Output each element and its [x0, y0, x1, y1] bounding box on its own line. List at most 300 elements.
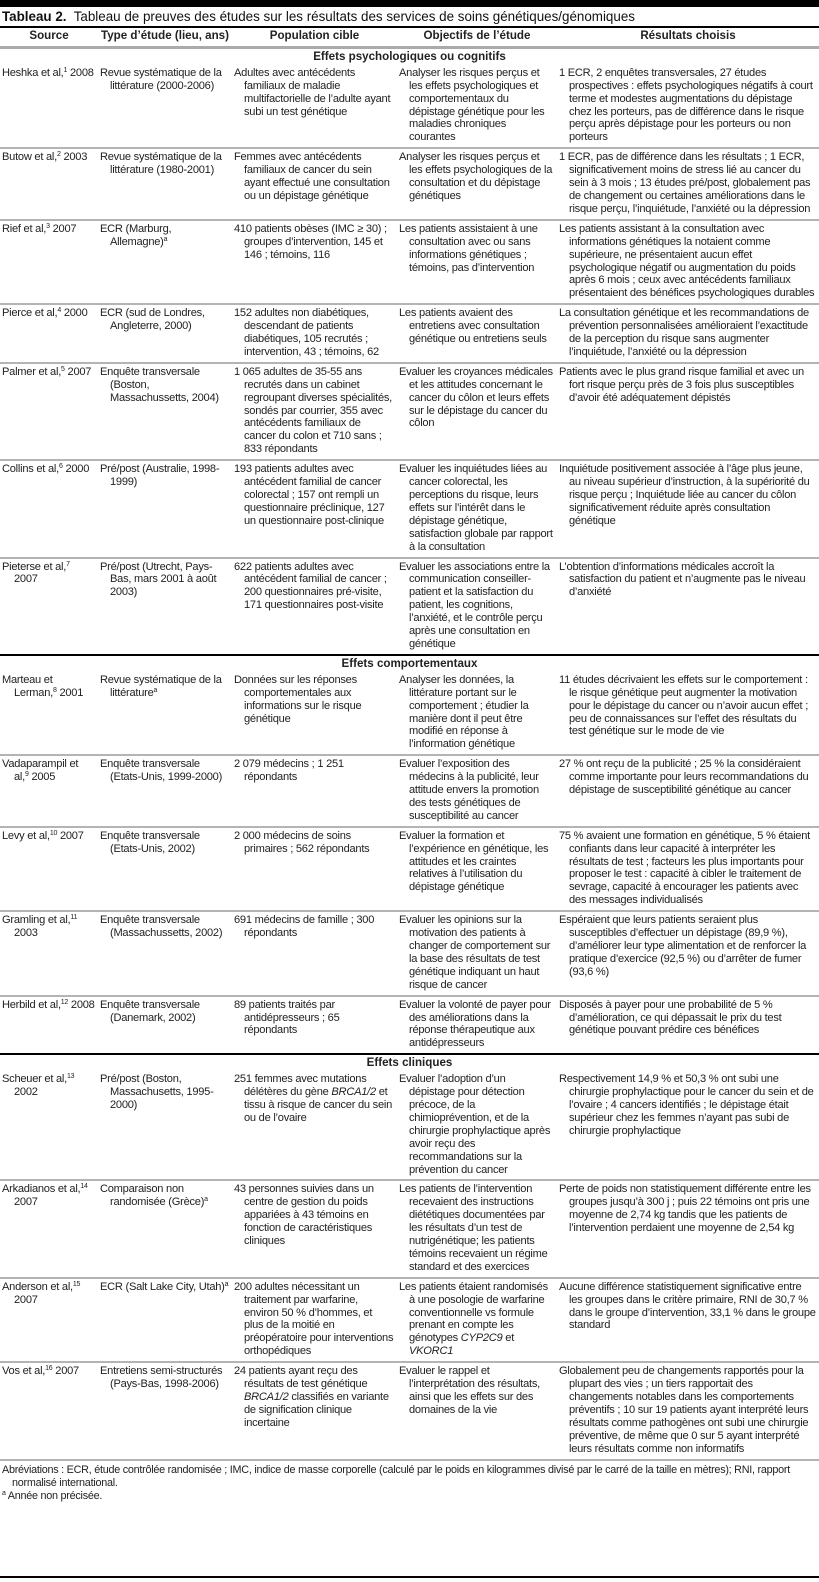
table-row	[0, 996, 819, 1055]
cell-study-type	[98, 911, 232, 995]
source-year: 2007	[67, 365, 92, 378]
study-type-text: Enquête transversale (Etats-Unis, 2002)	[100, 829, 200, 855]
results-text: 27 % ont reçu de la publicité ; 25 % la considéraient comme importante pour leurs recommandations du dépistage de susceptibilité génétique au cancer	[559, 758, 809, 797]
reference-number: 10	[49, 829, 58, 837]
cell-study-type	[98, 558, 232, 655]
cell-study-type	[98, 672, 232, 755]
cell-results	[557, 1278, 819, 1362]
study-type	[100, 151, 229, 177]
population-text	[234, 999, 394, 1038]
objectives-part: Evaluer l’exposition des médecins à la publicité, leur attitude envers la promotion des tests génétiques de susceptibilité au cancer	[399, 758, 539, 822]
objectives-text	[399, 1073, 554, 1176]
cell-objectives	[397, 304, 557, 363]
column-header-type: Type d’étude (lieu, ans)	[98, 27, 232, 47]
cell-results	[557, 148, 819, 220]
population-text	[234, 151, 394, 203]
results-text: Globalement peu de changements rapportés pour la plupart des vies ; un tiers rapportait des changements notables dans les comportements préventifs ; 10 sur 19 patients ayant interprété leurs résultats comme pathogènes ont subi une chirurgie préventive, de même que 0 sur 5 ayant interprété leurs résultats comme non informatifs	[559, 1365, 809, 1455]
table-row	[0, 304, 819, 363]
cell-study-type	[98, 996, 232, 1055]
cell-population	[232, 558, 397, 655]
reference-number: 14	[80, 1183, 88, 1191]
objectives-part: Evaluer la volonté de payer pour des améliorations dans la réponse thérapeutique aux antidépresseurs	[399, 998, 551, 1050]
reference-number: 8	[52, 686, 57, 694]
population-part: 691 médecins de famille ; 300 répondants	[234, 914, 375, 940]
study-type-text: Enquête transversale (Boston, Massachussetts, 2004)	[100, 365, 219, 404]
source-authors: Vos et al,	[2, 1365, 46, 1378]
study-type	[100, 463, 229, 489]
cell-study-type	[98, 363, 232, 460]
study-type-text: Enquête transversale (Etats-Unis, 1999-2000)	[100, 758, 223, 784]
population-part: Adultes avec antécédents familiaux de maladie multifactorielle de l’adulte ayant subi un test génétique	[234, 66, 391, 118]
study-type	[100, 561, 229, 600]
cell-study-type	[98, 460, 232, 557]
objectives-text	[399, 758, 554, 823]
source-authors: Vadaparampil et al,	[2, 758, 79, 784]
cell-population	[232, 672, 397, 755]
cell-population	[232, 827, 397, 911]
study-type-text: Enquête transversale (Danemark, 2002)	[100, 998, 200, 1024]
study-type	[100, 1365, 229, 1391]
year-note	[2, 1490, 817, 1503]
cell-source	[0, 148, 98, 220]
cell-source	[0, 460, 98, 557]
objectives-part: Evaluer les associations entre la communication conseiller-patient et la satisfaction du patient, les cognitions, l’anxiété, et le contrôle perçu après une consultation en génétique	[399, 560, 550, 650]
cell-source	[0, 558, 98, 655]
cell-study-type	[98, 304, 232, 363]
results-text: Perte de poids non statistiquement différente entre les groupes jusqu’à 300 j ; puis 22 témoins ont pris une moyenne de 2,74 kg tandis que les patients de l’intervention perdaient une moyenne de 2,54 kg	[559, 1183, 811, 1235]
cell-population	[232, 220, 397, 304]
cell-source	[0, 304, 98, 363]
population-part: 2 079 médecins ; 1 251 répondants	[234, 758, 344, 784]
study-type-text: ECR (sud de Londres, Angleterre, 2000)	[100, 307, 205, 333]
cell-population	[232, 996, 397, 1055]
cell-population	[232, 65, 397, 148]
table-row	[0, 363, 819, 460]
top-rule	[0, 0, 819, 7]
objectives-part: Analyser les risques perçus et les effets psychologiques et comportementaux du dépistage génétique pour les maladies chroniques courantes	[399, 66, 545, 144]
cell-objectives	[397, 755, 557, 827]
results-text: Respectivement 14,9 % et 50,3 % ont subi une chirurgie prophylactique pour le cancer du sein et de l’ovaire ; 4 cancers identifiés ; le dépistage était supérieur chez les femmes n’ayant pas subi de chirurgie prophylactique	[559, 1073, 814, 1137]
table-row	[0, 1071, 819, 1180]
population-text	[234, 223, 394, 262]
cell-source	[0, 996, 98, 1055]
reference-number: 9	[24, 771, 29, 779]
evidence-table	[0, 26, 819, 1461]
source-authors: Scheuer et al,	[2, 1073, 67, 1086]
source-year: 2007	[14, 1293, 38, 1306]
reference-number: 3	[46, 222, 50, 230]
cell-population	[232, 304, 397, 363]
footnotes	[2, 1464, 817, 1503]
population-part: 200 adultes nécessitant un traitement par warfarine, environ 50 % d’hommes, et plus de la moitié en préopératoire pour interventions orthopédiques	[234, 1280, 394, 1358]
study-type-text: Pré/post (Australie, 1998-1999)	[100, 463, 220, 489]
results-text: Les patients assistant à la consultation avec informations génétiques la notaient comme supérieure, ne présentaient aucun effet psychologique négatif ou augmentation du poids après 6 mois ; ceux avec antécédents familiaux présentaient des bénéfices psychologiques durables	[559, 222, 815, 300]
cell-study-type	[98, 755, 232, 827]
table-row	[0, 827, 819, 911]
population-text	[234, 1365, 394, 1430]
objectives-text	[399, 366, 554, 431]
study-type	[100, 674, 229, 700]
source-citation	[2, 830, 95, 843]
column-header-population: Population cible	[232, 27, 397, 47]
objectives-text	[399, 67, 554, 144]
source-year: 2008	[70, 998, 95, 1011]
reference-number: 5	[61, 365, 65, 373]
section-heading: Effets cliniques	[366, 1056, 453, 1070]
source-citation	[2, 1183, 95, 1209]
cell-population	[232, 1278, 397, 1362]
table-row	[0, 672, 819, 755]
source-year: 2005	[31, 771, 56, 784]
note-marker: a	[2, 1490, 6, 1497]
footnote-marker: a	[163, 235, 168, 243]
cell-population	[232, 363, 397, 460]
section-row	[0, 47, 819, 64]
study-type-text: ECR (Marburg, Allemagne)	[100, 222, 172, 248]
table-title	[2, 8, 635, 26]
source-authors: Anderson et al,	[2, 1280, 73, 1293]
source-citation	[2, 307, 95, 320]
study-type-text: Revue systématique de la littérature (1980-2001)	[100, 151, 222, 177]
table-body	[0, 47, 819, 1459]
population-text	[234, 1073, 394, 1125]
gene-name: BRCA1/2	[331, 1086, 376, 1099]
results-text: La consultation génétique et les recommandations de prévention personnalisées amélioraient l’exactitude de la perception du risque sans augmenter l’inquiétude, l’anxiété ou la dépression	[559, 307, 809, 358]
cell-objectives	[397, 1362, 557, 1459]
population-part: Données sur les réponses comportementales aux informations sur le risque génétique	[234, 673, 362, 725]
results-text: 75 % avaient une formation en génétique, 5 % étaient confiants dans leur capacité à interpréter les résultats de test ; facteurs les plus importants pour proposer le test : capacité à cibler le traitement de sevrage, capacité à encourager les patients avec des messages individualisés	[559, 829, 810, 907]
reference-number: 12	[60, 998, 69, 1006]
note-text: Année non précisée.	[5, 1490, 103, 1502]
population-part: 24 patients ayant reçu des résultats de test génétique	[234, 1365, 368, 1391]
cell-study-type	[98, 1278, 232, 1362]
cell-source	[0, 755, 98, 827]
bottom-rule	[0, 1576, 819, 1578]
source-citation	[2, 1281, 95, 1307]
population-part: 410 patients obèses (IMC ≥ 30) ; groupes d’intervention, 145 et 146 ; témoins, 116	[234, 222, 387, 261]
study-type	[100, 366, 229, 405]
population-text	[234, 1183, 394, 1248]
cell-study-type	[98, 220, 232, 304]
cell-results	[557, 363, 819, 460]
source-year: 2000	[63, 307, 88, 320]
cell-results	[557, 755, 819, 827]
population-text	[234, 1281, 394, 1358]
results-text: Patients avec le plus grand risque familial et avec un fort risque perçu près de 3 fois plus susceptibles d’avoir été adéquatement dépistés	[559, 365, 804, 404]
cell-objectives	[397, 827, 557, 911]
cell-results	[557, 911, 819, 995]
objectives-part: Analyser les risques perçus et les effets psychologiques de la consultation et du dépistage génétiques	[399, 151, 553, 202]
reference-number: 15	[72, 1280, 81, 1288]
study-type	[100, 830, 229, 856]
population-text	[234, 366, 394, 456]
study-type	[100, 914, 229, 940]
objectives-part: Analyser les données, la littérature portant sur le comportement ; étudier la manière dont il peut être modifié en réponse à l’information génétique	[399, 673, 529, 751]
cell-results	[557, 304, 819, 363]
cell-study-type	[98, 1180, 232, 1277]
cell-source	[0, 911, 98, 995]
study-type	[100, 223, 229, 249]
cell-objectives	[397, 460, 557, 557]
gene-name: BRCA1/2	[244, 1391, 289, 1403]
population-text	[234, 914, 394, 940]
results-text: Inquiétude positivement associée à l’âge plus jeune, au niveau supérieur d’instruction, à la supériorité du risque perçu ; Inquiétude liée au cancer du côlon significativement réduite après consultation génétique	[559, 463, 810, 527]
study-type	[100, 758, 229, 784]
cell-objectives	[397, 558, 557, 655]
source-year: 2003	[14, 927, 38, 940]
source-year: 2000	[65, 463, 90, 476]
cell-results	[557, 1362, 819, 1459]
cell-results	[557, 1071, 819, 1180]
source-citation	[2, 151, 95, 164]
table-row	[0, 1180, 819, 1277]
cell-source	[0, 363, 98, 460]
cell-population	[232, 1180, 397, 1277]
cell-results	[557, 996, 819, 1055]
column-header-objectives: Objectifs de l’étude	[397, 27, 557, 47]
population-text	[234, 307, 394, 359]
source-citation	[2, 223, 95, 236]
source-authors: Collins et al,	[2, 463, 59, 476]
section-heading: Effets psychologiques ou cognitifs	[313, 49, 506, 63]
source-year: 2002	[14, 1086, 38, 1099]
source-authors: Gramling et al,	[2, 914, 71, 927]
source-citation	[2, 914, 95, 940]
gene-name: CYP2C9	[460, 1332, 503, 1345]
population-part: 2 000 médecins de soins primaires ; 562 répondants	[234, 829, 370, 855]
cell-population	[232, 755, 397, 827]
population-part: 193 patients adultes avec antécédent familial de cancer colorectal ; 157 ont rempli un questionnaire préclinique, 127 un questionnaire post-clinique	[234, 463, 385, 527]
cell-results	[557, 1180, 819, 1277]
objectives-text	[399, 1281, 554, 1358]
cell-objectives	[397, 363, 557, 460]
cell-results	[557, 460, 819, 557]
column-header-results: Résultats choisis	[557, 27, 819, 47]
objectives-text	[399, 151, 554, 203]
study-type-text: Pré/post (Utrecht, Pays-Bas, mars 2001 à août 2003)	[100, 560, 217, 599]
reference-number: 13	[66, 1073, 75, 1081]
objectives-text	[399, 830, 554, 895]
section-row	[0, 1054, 819, 1071]
section-row	[0, 655, 819, 672]
cell-population	[232, 1071, 397, 1180]
table-row	[0, 148, 819, 220]
table-caption: Tableau de preuves des études sur les résultats des services de soins génétiques/génomiques	[73, 9, 635, 24]
study-type-text: ECR (Salt Lake City, Utah)	[100, 1280, 225, 1293]
cell-objectives	[397, 220, 557, 304]
header-row	[0, 27, 819, 47]
cell-study-type	[98, 1362, 232, 1459]
source-authors: Pieterse et al,	[2, 560, 67, 573]
results-text: Disposés à payer pour une probabilité de 5 % d’amélioration, ce qui dépassait le prix du test génétique pouvant prédire ces bénéfices	[559, 998, 782, 1037]
population-part: 152 adultes non diabétiques, descendant de patients diabétiques, 105 recrutés ; intervention, 43 ; témoins, 62	[234, 307, 379, 358]
cell-results	[557, 672, 819, 755]
cell-objectives	[397, 996, 557, 1055]
objectives-text	[399, 561, 554, 651]
cell-population	[232, 148, 397, 220]
source-authors: Palmer et al,	[2, 365, 62, 378]
cell-population	[232, 460, 397, 557]
study-type	[100, 1281, 229, 1294]
cell-source	[0, 1180, 98, 1277]
reference-number: 4	[57, 307, 61, 315]
source-year: 2008	[70, 66, 94, 79]
population-part: 622 patients adultes avec antécédent familial de cancer ; 200 questionnaires pré-visite, 171 questionnaires post-visite	[234, 560, 387, 612]
objectives-part: Evaluer l’adoption d’un dépistage pour détection précoce, de la chimioprévention, et de la chirurgie prophylactique après avoir reçu des recommandations sur la prévention du cancer	[399, 1073, 551, 1176]
cell-results	[557, 558, 819, 655]
source-authors: Heshka et al,	[2, 66, 64, 79]
study-type	[100, 1183, 229, 1209]
source-citation	[2, 758, 95, 784]
study-type	[100, 67, 229, 93]
population-part: 1 065 adultes de 35-55 ans recrutés dans un cabinet regroupant diverses spécialités, sondés par courrier, 355 avec antécédents familiaux de cancer du colon et 710 sans ; 833 répondants	[234, 365, 393, 456]
study-type-text: Comparaison non randomisée (Grèce)	[100, 1183, 205, 1209]
table-row	[0, 460, 819, 557]
cell-source	[0, 1071, 98, 1180]
objectives-part: Les patients de l’intervention recevaient des instructions diététiques documentées par les résultats d’un test de nutrigénétique; les patients témoins recevaient un régime standard et des exercices	[399, 1183, 548, 1273]
cell-objectives	[397, 1071, 557, 1180]
cell-objectives	[397, 148, 557, 220]
objectives-part: Evaluer les inquiétudes liées au cancer colorectal, les perceptions du risque, leurs effets sur l’intérêt dans le dépistage génétique, satisfaction globale par rapport à la consultation	[399, 463, 553, 553]
source-authors: Herbild et al,	[2, 998, 61, 1011]
table-row	[0, 911, 819, 995]
study-type-text: Revue systématique de la littérature (2000-2006)	[100, 66, 222, 92]
objectives-part: Evaluer le rappel et l’interprétation des résultats, ainsi que les effets sur des domaines de la vie	[399, 1365, 540, 1416]
abbreviations-note: Abréviations : ECR, étude contrôlée randomisée ; IMC, indice de masse corporelle (calculé par le poids en kilogrammes divisé par le carré de la taille en mètres); RNI, rapport normalisé international.	[2, 1464, 790, 1489]
cell-study-type	[98, 827, 232, 911]
objectives-part: Evaluer la formation et l’expérience en génétique, les attitudes et les craintes relatives à l’utilisation du dépistage génétique	[399, 829, 549, 894]
study-type	[100, 307, 229, 333]
population-part: 43 personnes suivies dans un centre de gestion du poids appariées à 43 témoins en fonction de caractéristiques cliniques	[234, 1183, 374, 1248]
population-text	[234, 463, 394, 528]
source-authors: Arkadianos et al,	[2, 1183, 81, 1196]
objectives-text	[399, 307, 554, 346]
source-citation	[2, 463, 95, 476]
source-citation	[2, 67, 95, 80]
population-part: Femmes avec antécédents familiaux de cancer du sein ayant effectué une consultation ou un dépistage génétique	[234, 151, 390, 202]
objectives-part: Evaluer les croyances médicales et les attitudes concernant le cancer du côlon et leurs effets sur le dépistage du cancer du côlon	[399, 365, 553, 430]
source-citation	[2, 1365, 95, 1378]
results-text: Aucune différence statistiquement significative entre les groupes dans le critère primaire, RNI de 30,7 % dans le groupe d’intervention, 33,1 % dans le groupe standard	[559, 1280, 816, 1332]
reference-number: 6	[58, 463, 63, 471]
cell-results	[557, 65, 819, 148]
cell-source	[0, 220, 98, 304]
population-text	[234, 674, 394, 726]
study-type	[100, 999, 229, 1025]
column-header-source: Source	[0, 27, 98, 47]
study-type	[100, 1073, 229, 1112]
source-authors: Rief et al,	[2, 222, 47, 235]
reference-number: 7	[66, 560, 70, 568]
cell-source	[0, 1362, 98, 1459]
study-type-text: Revue systématique de la littérature	[100, 673, 222, 699]
cell-results	[557, 220, 819, 304]
source-year: 2007	[14, 573, 38, 586]
table-row	[0, 755, 819, 827]
table-row	[0, 65, 819, 148]
objectives-text	[399, 463, 554, 553]
footnote-marker: a	[204, 1196, 208, 1204]
cell-objectives	[397, 1180, 557, 1277]
objectives-text	[399, 1365, 554, 1417]
table-row	[0, 1278, 819, 1362]
footnote-marker: a	[224, 1280, 229, 1288]
source-authors: Marteau et Lerman,	[2, 673, 53, 699]
source-citation	[2, 1073, 95, 1099]
population-part: 251 femmes avec mutations délétères du gène	[234, 1073, 367, 1099]
table-row	[0, 220, 819, 304]
cell-source	[0, 1278, 98, 1362]
study-type-text: Enquête transversale (Massachussetts, 2002)	[100, 914, 223, 940]
cell-objectives	[397, 65, 557, 148]
source-citation	[2, 674, 95, 700]
table-row	[0, 1362, 819, 1459]
results-text: 1 ECR, 2 enquêtes transversales, 27 études prospectives : effets psychologiques négatifs à court terme et modestes augmentations du dépistage chez les porteurs, pas de différence dans le risque perçu après dépistage pour les porteurs ou non porteurs	[559, 66, 813, 144]
objectives-text	[399, 1183, 554, 1273]
objectives-text	[399, 999, 554, 1051]
cell-study-type	[98, 1071, 232, 1180]
source-citation	[2, 561, 95, 587]
source-year: 2003	[63, 151, 88, 164]
cell-study-type	[98, 148, 232, 220]
results-text: 11 études décrivaient les effets sur le comportement : le risque génétique peut augmenter la motivation pour le dépistage du cancer ou n’avoir aucun effet ; peu de connaissances sur l’effet des résultats du test génétique sur le mode de vie	[559, 673, 809, 738]
cell-source	[0, 827, 98, 911]
source-authors: Levy et al,	[2, 829, 50, 842]
table-row	[0, 558, 819, 655]
objectives-part: Les patients assistaient à une consultation avec ou sans informations génétiques ; témoins, pas d’intervention	[399, 222, 538, 274]
source-year: 2007	[59, 829, 84, 842]
source-authors: Butow et al,	[2, 151, 57, 164]
objectives-part: et	[502, 1332, 515, 1345]
reference-number: 11	[70, 914, 78, 922]
results-text: L’obtention d’informations médicales accroît la satisfaction du patient et n’augmente pas le niveau d’anxiété	[559, 560, 806, 599]
cell-study-type	[98, 65, 232, 148]
source-year: 2007	[55, 1365, 79, 1378]
objectives-text	[399, 674, 554, 751]
objectives-text	[399, 914, 554, 991]
population-text	[234, 758, 394, 784]
gene-name: VKORC1	[409, 1345, 454, 1358]
objectives-part: Evaluer les opinions sur la motivation des patients à changer de comportement sur la base des résultats de test génétique indiquant un haut risque de cancer	[399, 914, 551, 991]
cell-objectives	[397, 672, 557, 755]
population-part: 89 patients traités par antidépresseurs ; 65 répondants	[234, 998, 340, 1037]
population-part: et tissu à risque de cancer du sein ou de l’ovaire	[244, 1086, 393, 1124]
reference-number: 2	[56, 151, 61, 159]
cell-objectives	[397, 911, 557, 995]
cell-results	[557, 827, 819, 911]
reference-number: 16	[45, 1365, 53, 1373]
reference-number: 1	[63, 66, 68, 74]
source-year: 2007	[14, 1196, 38, 1209]
objectives-text	[399, 223, 554, 275]
footnote-marker: a	[153, 686, 158, 694]
population-text	[234, 561, 394, 613]
objectives-part: Les patients avaient des entretiens avec consultation génétique ou entretiens seuls	[399, 307, 547, 346]
source-year: 2007	[52, 222, 77, 235]
section-heading: Effets comportementaux	[341, 656, 478, 670]
source-citation	[2, 366, 95, 379]
population-part: classifiés en variante de signification clinique incertaine	[244, 1391, 389, 1429]
results-text: Espéraient que leurs patients seraient plus susceptibles d’effectuer un dépistage (89,9 %), d’améliorer leur type alimentation et de renforcer la pratique d’exercice (92,5 %) ou d’arrêter de fumer (93,6 %)	[559, 914, 807, 978]
source-authors: Pierce et al,	[2, 307, 58, 320]
cell-source	[0, 65, 98, 148]
source-citation	[2, 999, 95, 1012]
study-type-text: Pré/post (Boston, Massachusetts, 1995-2000)	[100, 1073, 214, 1111]
cell-objectives	[397, 1278, 557, 1362]
study-type-text: Entretiens semi-structurés (Pays-Bas, 1998-2006)	[100, 1365, 223, 1391]
cell-source	[0, 672, 98, 755]
cell-population	[232, 911, 397, 995]
